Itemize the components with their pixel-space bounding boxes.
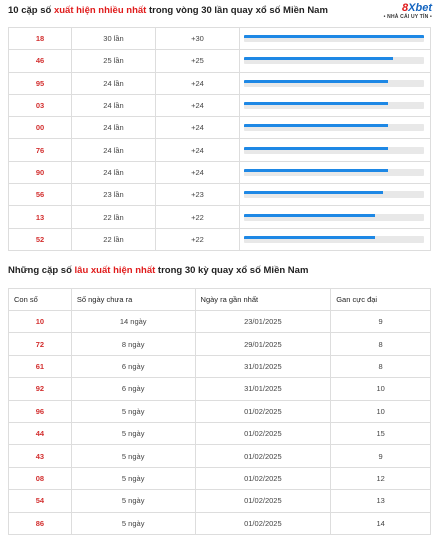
brand-num: 8 — [402, 2, 409, 14]
frequency-bar — [244, 57, 424, 64]
table-row — [9, 117, 431, 139]
pair-number: 72 — [9, 333, 72, 355]
days-missing: 14 ngày — [71, 311, 195, 333]
frequent-pairs-title — [8, 5, 328, 16]
frequent-pairs-table — [8, 27, 431, 251]
title-prefix: Những cặp số — [8, 265, 75, 276]
table-row — [9, 467, 431, 489]
frequency-bar-cell — [240, 228, 431, 250]
pair-number: 56 — [9, 184, 72, 206]
header-last-date: Ngày ra gần nhất — [195, 289, 331, 311]
frequency-bar-fill — [244, 169, 388, 172]
max-gap: 13 — [331, 490, 431, 512]
title-prefix: 10 cặp số — [8, 5, 54, 16]
pair-number: 18 — [9, 28, 72, 50]
max-gap: 8 — [331, 355, 431, 377]
frequency-bar-fill — [244, 35, 424, 38]
pair-number: 43 — [9, 445, 72, 467]
overdue-pairs-title — [8, 265, 308, 276]
header-number: Con số — [9, 289, 72, 311]
frequency-bar-fill — [244, 80, 388, 83]
frequency-bar — [244, 169, 424, 176]
max-gap: 12 — [331, 467, 431, 489]
frequency-bar-cell — [240, 117, 431, 139]
days-missing: 6 ngày — [71, 378, 195, 400]
overdue-pairs-table — [8, 288, 431, 535]
max-gap: 9 — [331, 445, 431, 467]
brand-text: Xbet — [408, 2, 432, 14]
occurrence-delta: +24 — [156, 117, 240, 139]
table-row — [9, 512, 431, 534]
pair-number: 44 — [9, 422, 72, 444]
occurrence-count: 25 lần — [72, 50, 156, 72]
frequency-bar-fill — [244, 191, 383, 194]
frequency-bar — [244, 236, 424, 243]
pair-number: 92 — [9, 378, 72, 400]
days-missing: 5 ngày — [71, 512, 195, 534]
pair-number: 76 — [9, 139, 72, 161]
pair-number: 61 — [9, 355, 72, 377]
frequency-bar — [244, 80, 424, 87]
frequency-bar-fill — [244, 147, 388, 150]
occurrence-delta: +23 — [156, 184, 240, 206]
last-date: 29/01/2025 — [195, 333, 331, 355]
frequency-bar-fill — [244, 236, 375, 239]
pair-number: 13 — [9, 206, 72, 228]
pair-number: 54 — [9, 490, 72, 512]
table-row — [9, 333, 431, 355]
frequency-bar-cell — [240, 28, 431, 50]
table-row — [9, 311, 431, 333]
pair-number: 10 — [9, 311, 72, 333]
days-missing: 5 ngày — [71, 422, 195, 444]
pair-number: 08 — [9, 467, 72, 489]
max-gap: 8 — [331, 333, 431, 355]
days-missing: 5 ngày — [71, 467, 195, 489]
table-row — [9, 161, 431, 183]
frequency-bar-cell — [240, 72, 431, 94]
occurrence-delta: +24 — [156, 139, 240, 161]
table-row — [9, 72, 431, 94]
last-date: 01/02/2025 — [195, 512, 331, 534]
frequency-bar — [244, 102, 424, 109]
occurrence-delta: +24 — [156, 72, 240, 94]
days-missing: 6 ngày — [71, 355, 195, 377]
days-missing: 5 ngày — [71, 490, 195, 512]
occurrence-delta: +24 — [156, 161, 240, 183]
occurrence-count: 23 lần — [72, 184, 156, 206]
pair-number: 46 — [9, 50, 72, 72]
table-row — [9, 422, 431, 444]
days-missing: 5 ngày — [71, 400, 195, 422]
occurrence-delta: +22 — [156, 206, 240, 228]
table-row — [9, 445, 431, 467]
occurrence-count: 24 lần — [72, 72, 156, 94]
frequency-bar — [244, 191, 424, 198]
table-row — [9, 228, 431, 250]
occurrence-count: 22 lần — [72, 206, 156, 228]
frequency-bar-cell — [240, 161, 431, 183]
table-row — [9, 184, 431, 206]
max-gap: 10 — [331, 378, 431, 400]
frequency-bar-fill — [244, 102, 388, 105]
pair-number: 00 — [9, 117, 72, 139]
header-max-gap: Gan cực đại — [331, 289, 431, 311]
days-missing: 8 ngày — [71, 333, 195, 355]
occurrence-delta: +24 — [156, 94, 240, 116]
max-gap: 10 — [331, 400, 431, 422]
occurrence-count: 24 lần — [72, 117, 156, 139]
max-gap: 15 — [331, 422, 431, 444]
occurrence-count: 24 lần — [72, 161, 156, 183]
frequency-bar-fill — [244, 124, 388, 127]
occurrence-count: 24 lần — [72, 139, 156, 161]
frequency-bar-cell — [240, 206, 431, 228]
frequency-bar-fill — [244, 57, 393, 60]
table-row — [9, 355, 431, 377]
frequency-bar — [244, 35, 424, 42]
table-row — [9, 50, 431, 72]
table-row — [9, 378, 431, 400]
last-date: 31/01/2025 — [195, 355, 331, 377]
occurrence-delta: +30 — [156, 28, 240, 50]
occurrence-count: 22 lần — [72, 228, 156, 250]
pair-number: 52 — [9, 228, 72, 250]
last-date: 01/02/2025 — [195, 467, 331, 489]
pair-number: 90 — [9, 161, 72, 183]
title-suffix: trong 30 kỳ quay xổ số Miền Nam — [155, 265, 309, 276]
last-date: 01/02/2025 — [195, 445, 331, 467]
occurrence-count: 24 lần — [72, 94, 156, 116]
pair-number: 95 — [9, 72, 72, 94]
frequency-bar — [244, 147, 424, 154]
pair-number: 96 — [9, 400, 72, 422]
pair-number: 03 — [9, 94, 72, 116]
table-row — [9, 94, 431, 116]
last-date: 01/02/2025 — [195, 400, 331, 422]
table-row — [9, 28, 431, 50]
last-date: 23/01/2025 — [195, 311, 331, 333]
occurrence-delta: +25 — [156, 50, 240, 72]
frequency-bar-cell — [240, 139, 431, 161]
frequency-bar — [244, 214, 424, 221]
max-gap: 9 — [331, 311, 431, 333]
brand-logo[interactable] — [370, 2, 432, 24]
frequency-bar-cell — [240, 94, 431, 116]
title-suffix: trong vòng 30 lần quay xổ số Miền Nam — [146, 5, 328, 16]
occurrence-delta: +22 — [156, 228, 240, 250]
brand-name — [370, 2, 432, 14]
max-gap: 14 — [331, 512, 431, 534]
table-row — [9, 400, 431, 422]
table-row — [9, 139, 431, 161]
table-header-row — [9, 289, 431, 311]
title-highlight: xuất hiện nhiều nhất — [53, 5, 147, 16]
last-date: 01/02/2025 — [195, 490, 331, 512]
frequency-bar — [244, 124, 424, 131]
frequency-bar-cell — [240, 184, 431, 206]
brand-tagline: • NHÀ CÁI UY TÍN • — [383, 14, 432, 20]
frequency-bar-fill — [244, 214, 375, 217]
days-missing: 5 ngày — [71, 445, 195, 467]
occurrence-count: 30 lần — [72, 28, 156, 50]
frequency-bar-cell — [240, 50, 431, 72]
pair-number: 86 — [9, 512, 72, 534]
header-days-missing: Số ngày chưa ra — [71, 289, 195, 311]
last-date: 01/02/2025 — [195, 422, 331, 444]
table-row — [9, 206, 431, 228]
title-highlight: lâu xuất hiện nhất — [74, 265, 156, 276]
last-date: 31/01/2025 — [195, 378, 331, 400]
table-row — [9, 490, 431, 512]
